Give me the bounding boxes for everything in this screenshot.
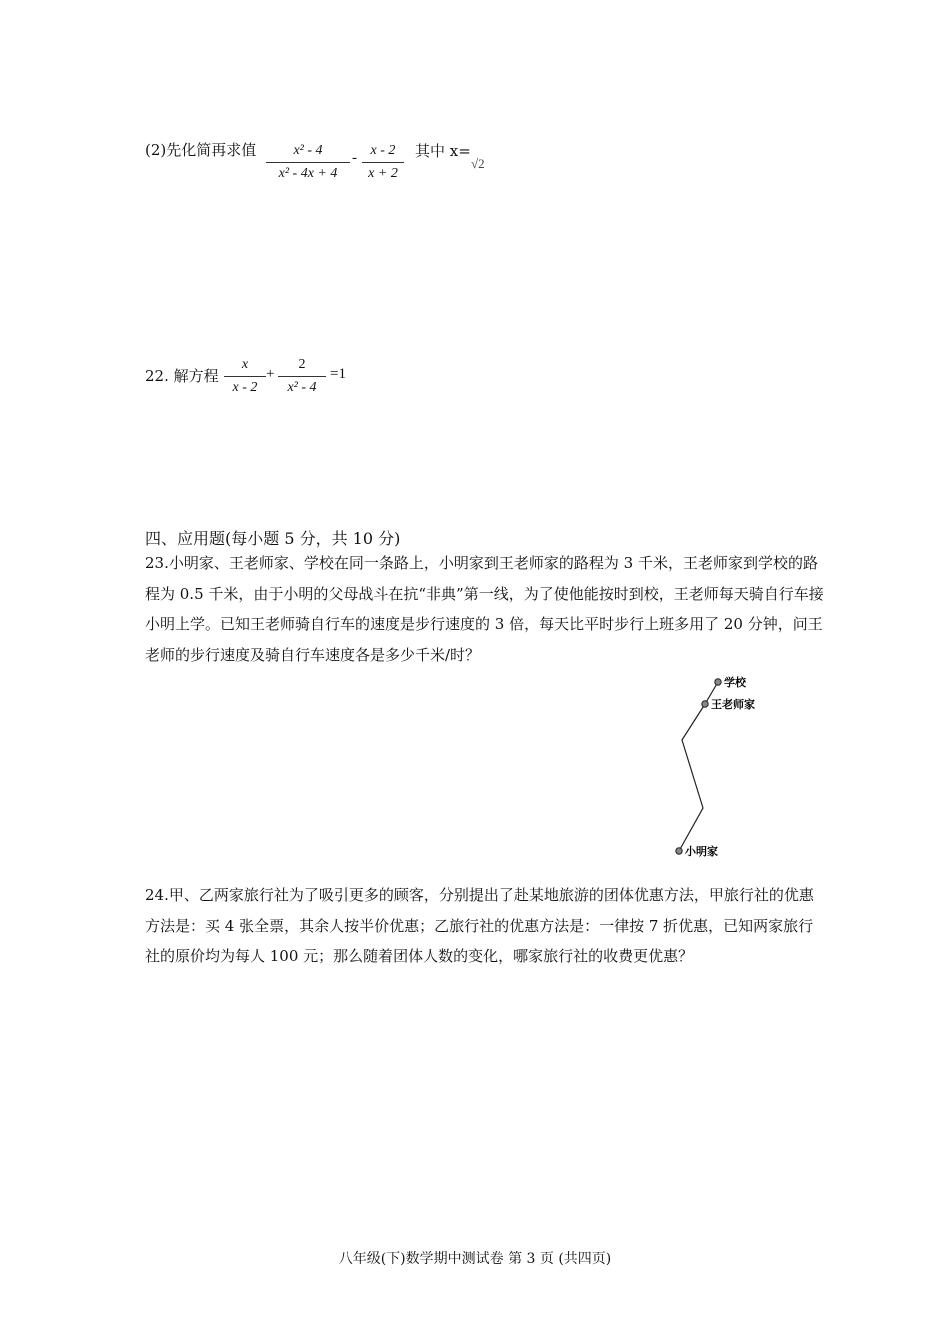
q21-frac2-denominator: x + 2 [368, 166, 398, 181]
q22-frac2-denominator: x² - 4 [287, 380, 317, 395]
fraction-bar [362, 162, 404, 163]
teacher-home-point [702, 701, 708, 707]
page-footer: 八年级(下)数学期中测试卷 第 3 页 (共四页) [338, 1251, 612, 1267]
section-4-title: 四、应用题(每小题 5 分，共 10 分) [145, 529, 401, 548]
school-point [715, 679, 721, 685]
q22-label: 22. 解方程 [145, 367, 219, 385]
school-label: 学校 [724, 676, 746, 689]
q21-where-text: 其中 x= [415, 142, 471, 160]
xiaoming-home-label: 小明家 [685, 845, 718, 858]
q21-minus-sign: - [352, 150, 357, 166]
q21-frac2-numerator: x - 2 [370, 143, 396, 158]
fraction-bar [278, 376, 326, 377]
q22-rhs: =1 [330, 366, 346, 382]
q22-frac2-numerator: 2 [298, 357, 306, 372]
fraction-bar [224, 376, 266, 377]
q23-text: 23.小明家、王老师家、学校在同一条路上，小明家到王老师家的路程为 3 千米，王老师家到学校的路程为 0.5 千米，由于小明的父母战斗在抗“非典”第一线，为了使他能按时到校，王老师每天骑自行车接小明上学。已知王老师骑自行车的速度是步行速度的 3 倍，每天比平时步行上班多用了 20 分钟，问王老师的步行速度及骑自行车速度各是多少千米/时？ [145, 554, 824, 664]
q21-label: (2)先化简再求值 [145, 141, 257, 159]
q22-fraction-1 [224, 356, 266, 397]
q24-text: 24.甲、乙两家旅行社为了吸引更多的顾客，分别提出了赴某地旅游的团体优惠方法，甲旅行社的优惠方法是：买 4 张全票，其余人按半价优惠；乙旅行社的优惠方法是：一律按 7 折优惠，已知两家旅行社的原价均为每人 100 元；那么随着团体人数的变化，哪家旅行社的收费更优惠？ [145, 886, 814, 965]
route-diagram [660, 670, 810, 865]
q21-fraction-1 [266, 142, 350, 183]
q22-plus-sign: + [266, 366, 275, 382]
q22-fraction-2 [278, 356, 326, 397]
xiaoming-home-point [676, 848, 682, 854]
q21-frac1-denominator: x² - 4x + 4 [278, 166, 338, 181]
q21-fraction-2 [362, 142, 404, 183]
q22-frac1-numerator: x [241, 357, 249, 372]
fraction-bar [266, 162, 350, 163]
teacher-home-label: 王老师家 [711, 698, 755, 711]
q21-sqrt2-value: √2 [471, 156, 485, 171]
q22-frac1-denominator: x - 2 [232, 380, 258, 395]
q21-frac1-numerator: x² - 4 [293, 143, 323, 158]
